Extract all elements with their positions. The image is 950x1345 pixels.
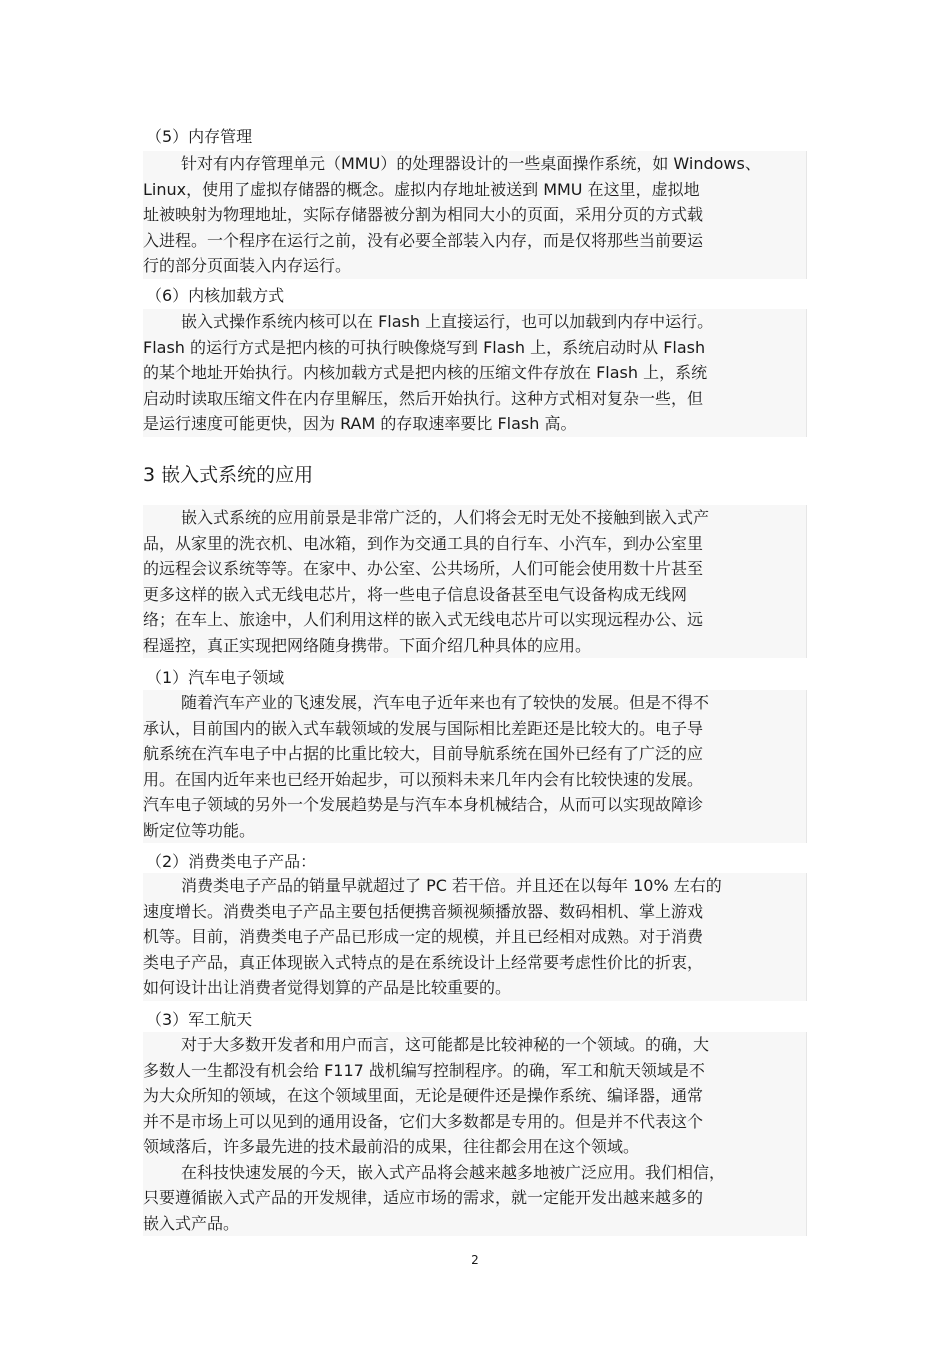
text-line: 并不是市场上可以见到的通用设备，它们大多数都是专用的。但是并不代表这个 <box>143 1111 704 1131</box>
text-line: 品，从家里的洗衣机、电冰箱，到作为交通工具的自行车、小汽车，到办公室里 <box>143 533 704 553</box>
chapter-title: 3 嵌入式系统的应用 <box>143 464 314 486</box>
text-line: Flash 的运行方式是把内核的可执行映像烧写到 Flash 上，系统启动时从 Flash <box>143 337 706 357</box>
text-line: 嵌入式操作系统内核可以在 Flash 上直接运行，也可以加载到内存中运行。 <box>181 312 714 331</box>
text-line: 是运行速度可能更快，因为 RAM 的存取速率要比 Flash 高。 <box>143 414 577 433</box>
text-line: 多数人一生都没有机会给 F117 战机编写控制程序。的确，军工和航天领域是不 <box>143 1060 705 1080</box>
section-heading-memory: （5）内存管理 <box>146 127 253 146</box>
text-line: 对于大多数开发者和用户而言，这可能都是比较神秘的一个领域。的确，大 <box>181 1035 710 1054</box>
text-line: 址被映射为物理地址，实际存储器被分割为相同大小的页面，采用分页的方式载 <box>143 205 704 224</box>
text-line: 速度增长。消费类电子产品主要包括便携音频视频播放器、数码相机、掌上游戏 <box>143 901 704 921</box>
text-line: 启动时读取压缩文件在内存里解压，然后开始执行。这种方式相对复杂一些，但 <box>143 388 704 408</box>
section-heading-military-aerospace: （3）军工航天 <box>146 1010 253 1029</box>
text-line: 航系统在汽车电子中占据的比重比较大，目前导航系统在国外已经有了广泛的应 <box>143 744 704 763</box>
section-heading-automotive: （1）汽车电子领域 <box>146 668 285 687</box>
text-line: 嵌入式系统的应用前景是非常广泛的，人们将会无时无处不接触到嵌入式产 <box>181 508 710 527</box>
page-number: 2 <box>471 1253 479 1267</box>
paragraph-consumer-electronics <box>143 873 807 1001</box>
text-line: 更多这样的嵌入式无线电芯片，将一些电子信息设备甚至电气设备构成无线网 <box>143 584 688 604</box>
section-heading-kernel-loading: （6）内核加载方式 <box>146 286 285 305</box>
text-line: 汽车电子领域的另外一个发展趋势是与汽车本身机械结合，从而可以实现故障诊 <box>143 795 704 814</box>
text-line: 行的部分页面装入内存运行。 <box>143 256 352 275</box>
text-line: 断定位等功能。 <box>143 820 256 840</box>
text-line: 机等。目前，消费类电子产品已形成一定的规模，并且已经相对成熟。对于消费 <box>143 927 704 946</box>
text-line: 承认，目前国内的嵌入式车载领域的发展与国际相比差距还是比较大的。电子导 <box>143 718 704 738</box>
paragraph-applications-intro <box>143 505 807 658</box>
text-line: 针对有内存管理单元（MMU）的处理器设计的一些桌面操作系统，如 Windows、 <box>181 154 761 173</box>
text-line: 随着汽车产业的飞速发展，汽车电子近年来也有了较快的发展。但是不得不 <box>181 693 710 712</box>
text-line: 入进程。一个程序在运行之前，没有必要全部装入内存，而是仅将那些当前要运 <box>143 230 704 250</box>
text-line: 程遥控，真正实现把网络随身携带。下面介绍几种具体的应用。 <box>143 635 592 655</box>
section-heading-consumer-electronics: （2）消费类电子产品： <box>146 852 317 871</box>
text-line: 如何设计出让消费者觉得划算的产品是比较重要的。 <box>143 978 512 997</box>
text-line: 消费类电子产品的销量早就超过了 PC 若干倍。并且还在以每年 10% 左右的 <box>181 876 722 895</box>
text-line: Linux，使用了虚拟存储器的概念。虚拟内存地址被送到 MMU 在这里，虚拟地 <box>143 179 700 199</box>
paragraph-kernel-loading <box>143 309 807 437</box>
text-line: 只要遵循嵌入式产品的开发规律，适应市场的需求，就一定能开发出越来越多的 <box>143 1188 704 1207</box>
paragraph-memory-management <box>143 151 807 279</box>
text-line: 的某个地址开始执行。内核加载方式是把内核的压缩文件存放在 Flash 上，系统 <box>143 363 708 382</box>
paragraph-military-aerospace <box>143 1032 807 1236</box>
text-line: 用。在国内近年来也已经开始起步，可以预料未来几年内会有比较快速的发展。 <box>143 769 704 789</box>
text-line: 嵌入式产品。 <box>143 1213 240 1233</box>
paragraph-automotive <box>143 690 807 843</box>
text-line: 络；在车上、旅途中，人们利用这样的嵌入式无线电芯片可以实现远程办公、远 <box>143 610 704 629</box>
text-line: 为大众所知的领域，在这个领域里面，无论是硬件还是操作系统、编译器，通常 <box>143 1086 704 1105</box>
text-line: 的远程会议系统等等。在家中、办公室、公共场所，人们可能会使用数十片甚至 <box>143 559 704 578</box>
text-line: 在科技快速发展的今天，嵌入式产品将会越来越多地被广泛应用。我们相信， <box>181 1162 726 1182</box>
text-line: 领域落后，许多最先进的技术最前沿的成果，往往都会用在这个领域。 <box>143 1137 640 1156</box>
text-line: 类电子产品，真正体现嵌入式特点的是在系统设计上经常要考虑性价比的折衷， <box>143 952 704 972</box>
